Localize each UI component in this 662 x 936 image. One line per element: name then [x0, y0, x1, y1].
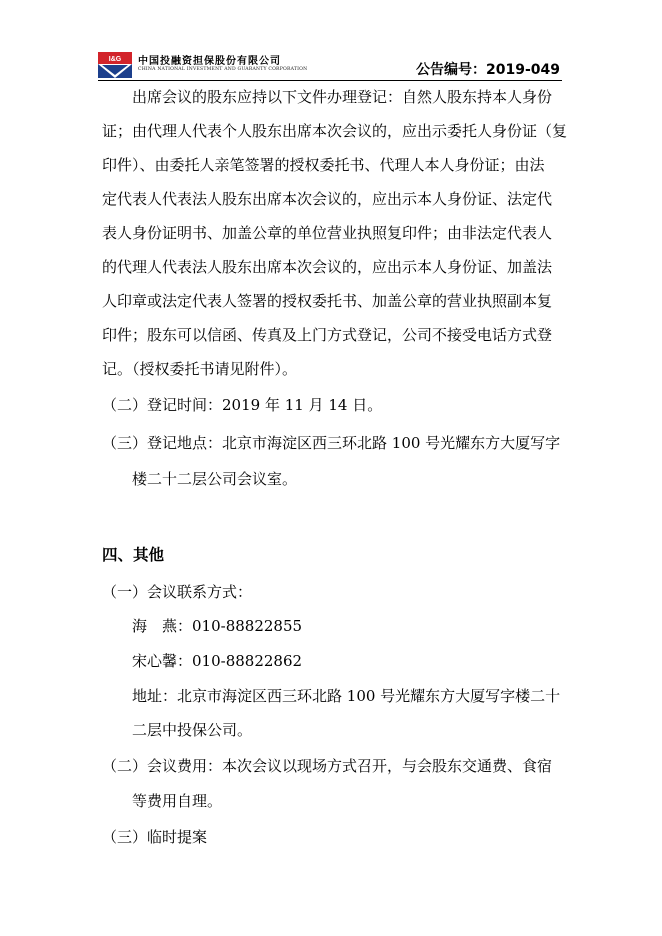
registration-line-4: 定代表人代表法人股东出席本次会议的，应出示本人身份证、法定代: [102, 190, 553, 208]
registration-place-line-2: 楼二十二层公司会议室。: [132, 470, 298, 488]
section-four-title: 四、其他: [102, 546, 165, 564]
logo-text: I&G: [108, 56, 122, 63]
registration-line-8: 印件；股东可以信函、传真及上门方式登记，公司不接受电话方式登: [102, 326, 553, 344]
registration-line-5: 表人身份证明书、加盖公章的单位营业执照复印件；由非法定代表人: [102, 224, 553, 242]
contact-person-1: 海 燕：010-88822855: [132, 617, 303, 635]
address-line-1: 地址：北京市海淀区西三环北路 100 号光耀东方大厦写字楼二十: [132, 687, 561, 705]
company-logo-icon: [98, 52, 132, 78]
fee-line-1: （二）会议费用：本次会议以现场方式召开，与会股东交通费、食宿: [102, 757, 553, 775]
registration-time: （二）登记时间：2019 年 11 月 14 日。: [102, 396, 383, 414]
registration-line-2: 证；由代理人代表个人股东出席本次会议的，应出示委托人身份证（复: [102, 122, 568, 140]
temporary-proposal: （三）临时提案: [102, 828, 208, 846]
registration-line-9: 记。（授权委托书请见附件）。: [102, 360, 298, 378]
registration-line-6: 的代理人代表法人股东出席本次会议的，应出示本人身份证、加盖法: [102, 258, 553, 276]
company-name-en: CHINA NATIONAL INVESTMENT AND GUARANTY CORPORATION: [138, 67, 308, 72]
company-name-cn: 中国投融资担保股份有限公司: [138, 56, 281, 67]
contact-person-2: 宋心馨：010-88822862: [132, 652, 303, 670]
registration-line-1: 出席会议的股东应持以下文件办理登记：自然人股东持本人身份: [132, 88, 553, 106]
registration-place-line-1: （三）登记地点：北京市海淀区西三环北路 100 号光耀东方大厦写字: [102, 434, 561, 452]
fee-line-2: 等费用自理。: [132, 792, 223, 810]
header-divider: [98, 80, 562, 81]
page-header: [98, 50, 562, 82]
registration-line-7: 人印章或法定代表人签署的授权委托书、加盖公章的营业执照副本复: [102, 292, 553, 310]
contact-title: （一）会议联系方式：: [102, 583, 253, 601]
address-line-2: 二层中投保公司。: [132, 721, 253, 739]
registration-line-3: 印件）、由委托人亲笔签署的授权委托书、代理人本人身份证；由法: [102, 156, 545, 174]
notice-number: 公告编号：2019-049: [416, 62, 560, 78]
